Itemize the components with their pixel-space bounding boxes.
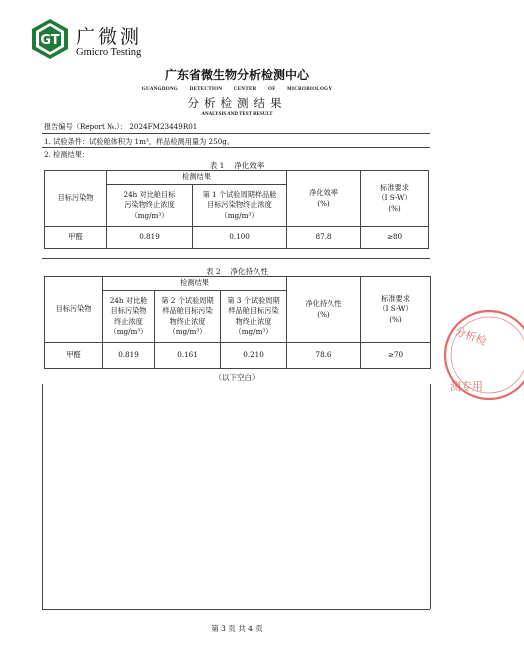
org-title-en: GUANGDONG DETECTION CENTER OF MICROBIOLOGY — [141, 87, 333, 92]
t2-header-cycle2-conc: 第 2 个试验周期 样品舱目标污染 物终止浓度 （mg/m³） — [155, 291, 221, 343]
t2-header-cycle3-conc: 第 3 个试验周期 样品舱目标污染 物终止浓度 （mg/m³） — [221, 291, 287, 343]
t2-header-target: 目标污染物 — [45, 277, 103, 343]
t2-cell-standard: ≥70 — [361, 343, 431, 369]
t1-cell-target: 甲醛 — [45, 227, 107, 249]
subtitle-en: ANALYSIS AND TEST RESULT — [201, 112, 273, 117]
logo-name-en: Gmicro Testing — [76, 47, 142, 58]
company-logo — [30, 18, 160, 62]
frame-right-border — [430, 384, 431, 609]
t1-cell-standard: ≥80 — [361, 227, 429, 249]
divider-top — [42, 133, 430, 134]
logo-name-cn: 广微测 — [76, 26, 143, 48]
t2-header-standard: 标准要求 （I S-W） (%) — [361, 277, 431, 343]
svg-text:测专用: 测专用 — [450, 380, 483, 393]
table2-caption: 表 2 净化持久性 — [205, 267, 269, 276]
table-row — [45, 343, 431, 369]
t2-header-control-conc: 24h 对比舱 目标污染物 终止浓度 （mg/m³） — [103, 291, 155, 343]
t1-header-sample-conc: 第 1 个试验周期样品舱 目标污染物终止浓度 （mg/m³） — [193, 185, 287, 227]
subtitle-cn: 分析检测结果 — [187, 96, 287, 110]
t1-header-group: 检测结果 — [107, 171, 287, 185]
table-purification-efficiency — [44, 170, 429, 249]
t2-cell-durability: 78.6 — [287, 343, 361, 369]
t2-header-durability: 净化持久性 (%) — [287, 277, 361, 343]
blank-below-note: （以下空白） — [214, 373, 260, 382]
t1-header-target: 目标污染物 — [45, 171, 107, 227]
t1-header-rate: 净化效率 (%) — [287, 171, 361, 227]
t2-header-group: 检测结果 — [103, 277, 287, 291]
report-number — [44, 122, 197, 132]
gmicro-logo-icon — [30, 18, 70, 60]
table-purification-durability — [44, 276, 431, 369]
t1-cell-control-conc: 0.819 — [107, 227, 193, 249]
page-number: 第 3 页 共 4 页 — [211, 624, 263, 633]
t2-cell-cycle2-conc: 0.161 — [155, 343, 221, 369]
org-title-cn: 广东省微生物分析检测中心 — [164, 68, 309, 82]
t2-cell-target: 甲醛 — [45, 343, 103, 369]
t1-cell-sample-conc: 0.100 — [193, 227, 287, 249]
t1-header-standard: 标准要求 （I S-W） (%) — [361, 171, 429, 227]
results-heading: 2. 检测结果： — [44, 150, 90, 159]
report-number-value: 2024FM23449R01 — [129, 122, 198, 131]
t2-cell-cycle3-conc: 0.210 — [221, 343, 287, 369]
t2-cell-control-conc: 0.819 — [103, 343, 155, 369]
frame-bottom-border — [42, 609, 430, 610]
t1-header-control-conc: 24h 对比舱目标 污染物终止浓度 （mg/m³） — [107, 185, 193, 227]
frame-left-border — [42, 384, 43, 609]
report-number-label: 报告编号（Report №.）： — [44, 122, 128, 131]
svg-text:GT: GT — [40, 33, 60, 48]
divider-conditions — [42, 147, 430, 148]
table-row — [45, 227, 429, 249]
test-conditions: 1. 试验条件：试验舱体积为 1m³，样品检测用量为 250g。 — [44, 137, 235, 146]
t1-cell-rate: 87.8 — [287, 227, 361, 249]
divider-mid — [42, 258, 430, 259]
table1-caption: 表 1 净化效率 — [209, 161, 265, 170]
svg-text:分析检: 分析检 — [452, 324, 489, 349]
official-seal-icon — [444, 300, 524, 410]
